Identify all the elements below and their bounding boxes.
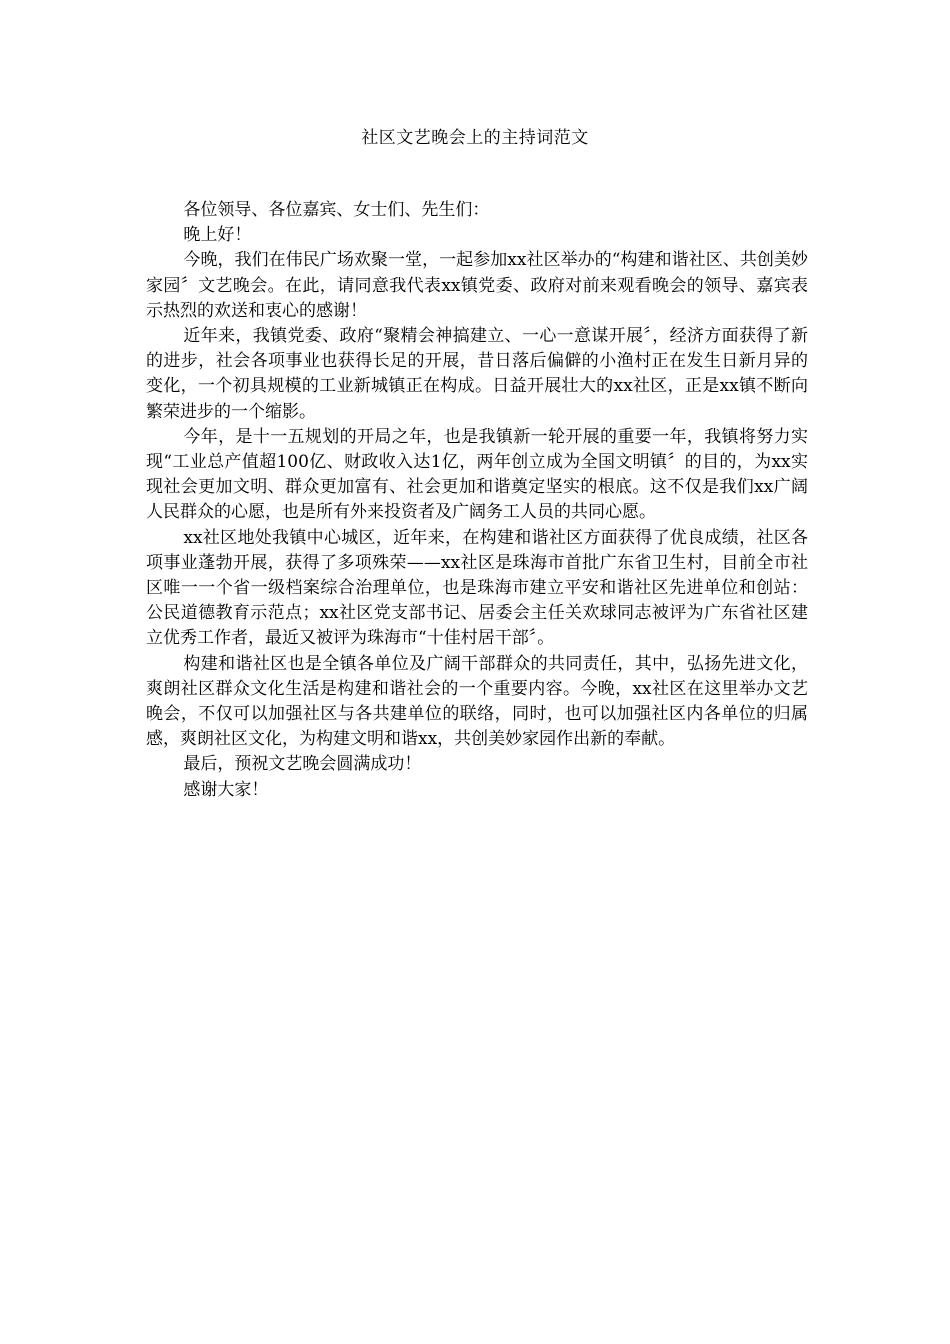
paragraph-good-evening: 晚上好！ <box>183 225 252 246</box>
paragraph-goals: 今年，是十一五规划的开局之年，也是我镇新一轮开展的重要一年，我镇将努力实现“工业总产值超100亿、财政收入达1亿，两年创立成为全国文明镇〞的目的，为xx实现社会更加文明、群众更加富有、社会更加和谐奠定坚实的根底。这不仅是我们xx广阔人民群众的心愿，也是所有外来投资者及广阔务工人员的共同心愿。 <box>146 426 808 523</box>
paragraph-progress: 近年来，我镇党委、政府“聚精会神搞建立、一心一意谋开展〞，经济方面获得了新的进步，社会各项事业也获得长足的开展，昔日落后偏僻的小渔村正在发生日新月异的变化，一个初具规模的工业新城镇正在构成。日益开展壮大的xx社区，正是xx镇不断向繁荣进步的一个缩影。 <box>146 326 808 422</box>
paragraph-welcome: 今晚，我们在伟民广场欢聚一堂，一起参加xx社区举办的“构建和谐社区、共创美妙家园〞文艺晚会。在此，请同意我代表xx镇党委、政府对前来观看晚会的领导、嘉宾表示热烈的欢送和衷心的感谢！ <box>146 250 808 321</box>
paragraph-wishes: 最后，预祝文艺晚会圆满成功！ <box>183 754 422 775</box>
paragraph-community-honors: xx社区地处我镇中心城区，近年来，在构建和谐社区方面获得了优良成绩，社区各项事业蓬勃开展，获得了多项殊荣——xx社区是珠海市首批广东省卫生村，目前全市社区唯一一个省一级档案综合治理单位，也是珠海市建立平安和谐社区先进单位和创站：公民道德教育示范点；xx社区党支部书记、居委会主任关欢球同志被评为广东省社区建立优秀工作者，最近又被评为珠海市“十佳村居干部〞。 <box>146 527 808 649</box>
document-title: 社区文艺晚会上的主持词范文 <box>361 128 589 148</box>
paragraph-greeting: 各位领导、各位嘉宾、女士们、先生们： <box>183 200 490 220</box>
paragraph-harmony: 构建和谐社区也是全镇各单位及广阔干部群众的共同责任，其中，弘扬先进文化，爽朗社区群众文化生活是构建和谐社会的一个重要内容。今晚，xx社区在这里举办文艺晚会，不仅可以加强社区与各共建单位的联络，同时，也可以加强社区内各单位的归属感，爽朗社区文化，为构建文明和谐xx，共创美妙家园作出新的奉献。 <box>146 653 808 750</box>
document-body <box>146 198 808 803</box>
paragraph-thanks: 感谢大家！ <box>183 779 269 800</box>
